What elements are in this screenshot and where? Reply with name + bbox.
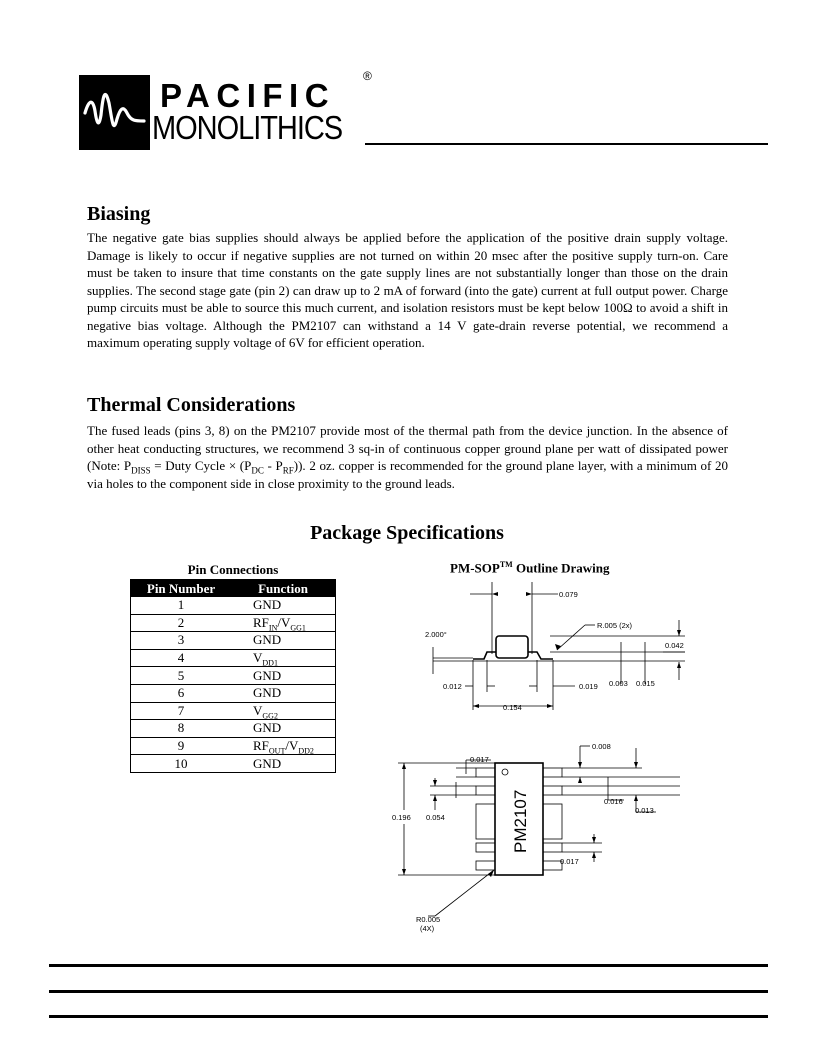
outline-caption-b: Outline Drawing (512, 560, 610, 576)
pin-function-mid: /V (285, 738, 299, 754)
left-fused-pin (476, 804, 495, 839)
pin-number-cell: 3 (131, 632, 232, 650)
function-header: Function (231, 580, 336, 598)
brand-name-line2: MONOLITHICS (152, 109, 343, 146)
dim-0008-label: 0.008 (592, 742, 611, 751)
pin-number-cell: 4 (131, 649, 232, 667)
pin-row (131, 667, 336, 685)
brand-name-line1: PACIFIC (160, 77, 336, 114)
outline-caption-a: PM-SOP (450, 560, 500, 576)
pin-row (131, 597, 336, 614)
biasing-heading: Biasing (87, 203, 151, 225)
thermal-text-c: - P (263, 458, 283, 473)
pin-number-cell: 8 (131, 720, 232, 738)
arrowhead (578, 762, 582, 768)
arrowhead (592, 852, 596, 858)
arrowhead (433, 780, 437, 786)
thermal-paragraph (87, 422, 728, 492)
wave-logo-icon (79, 75, 150, 150)
arrowhead (677, 630, 681, 636)
top-view-drawing (390, 738, 690, 938)
pin-row (131, 737, 336, 755)
arrowhead (473, 704, 479, 708)
pin-number-cell: 7 (131, 702, 232, 720)
pin-number-cell: 10 (131, 755, 232, 773)
pin-function-cell (231, 597, 336, 614)
pin-row (131, 649, 336, 667)
pin-function-fn: GND (253, 632, 282, 648)
package-body-side (496, 636, 528, 658)
pin-number-cell: 9 (131, 737, 232, 755)
pin-function-fn: GND (253, 720, 282, 736)
arrowhead (488, 870, 494, 877)
dim-0154-label: 0.154 (503, 703, 522, 712)
thermal-sub-diss: DISS (131, 465, 151, 476)
arrowhead (492, 592, 498, 596)
dim-0042-label: 0.042 (665, 641, 684, 650)
arrowhead (677, 662, 681, 668)
left-pin (476, 768, 495, 777)
arrowhead (526, 592, 532, 596)
pin-function-sub1: OUT (268, 746, 286, 756)
pin-table (130, 579, 336, 773)
pin-function-cell (231, 755, 336, 773)
registered-mark: ® (363, 69, 372, 83)
pin-number-cell: 2 (131, 614, 232, 632)
pin-function-cell (231, 614, 336, 632)
thermal-heading: Thermal Considerations (87, 394, 296, 416)
footer-rule (49, 1015, 768, 1018)
arrowhead (634, 795, 638, 801)
dim-0012-label: 0.012 (443, 682, 462, 691)
dim-0019-label: 0.019 (579, 682, 598, 691)
pin-table-body (131, 597, 336, 772)
pin-function-fn: GND (253, 685, 282, 701)
radius-leader (557, 625, 585, 650)
dim-0017-bottom-label: 0.017 (560, 857, 579, 866)
pin-function-sub2: DD2 (298, 746, 314, 756)
right-pin (543, 843, 562, 852)
pin-function-sub1: GG2 (262, 711, 278, 721)
radius-top-label: R0.005 (416, 915, 441, 924)
pin-function-cell (231, 632, 336, 650)
package-heading-text: Package Specifications (310, 522, 504, 544)
left-pin (476, 861, 495, 870)
pin-number-cell: 5 (131, 667, 232, 685)
package-heading (0, 522, 816, 545)
pin-function-fn: GND (253, 755, 282, 771)
left-pin (476, 786, 495, 795)
left-pin (476, 843, 495, 852)
pin-function-fn: RF (253, 738, 269, 754)
radius-count-label: (4X) (420, 924, 435, 933)
arrowhead (547, 704, 553, 708)
thermal-text-b: = Duty Cycle × (P (150, 458, 252, 473)
dim-0015-label: 0.015 (636, 679, 655, 688)
pin-table-header (131, 580, 336, 598)
pin-row (131, 702, 336, 720)
footer-rule (49, 990, 768, 993)
footer-rule (49, 964, 768, 967)
pin-number-cell: 1 (131, 597, 232, 614)
arrowhead (433, 795, 437, 801)
part-number-marking: PM2107 (511, 789, 530, 853)
pin-number-header: Pin Number (131, 580, 232, 598)
arrowhead (402, 763, 406, 769)
pin-function-cell (231, 684, 336, 702)
thermal-sub-rf: RF (282, 465, 294, 476)
dim-0013-label: 0.013 (635, 806, 654, 815)
pin-function-cell (231, 649, 336, 667)
pin-table-caption: Pin Connections (187, 562, 279, 577)
radius-leader (435, 870, 494, 916)
pin-function-fn: GND (253, 667, 282, 683)
thermal-sub-dc: DC (251, 465, 264, 476)
right-pin (543, 786, 562, 795)
thermal-text-d: )). 2 oz. copper is recommended for the ground plane layer, with a minimum of 20 via holes to the component side in close proximity to the ground leads. (87, 458, 729, 491)
radius-label: R.005 (2x) (597, 621, 633, 630)
pin-function-cell (231, 737, 336, 755)
arrowhead (578, 777, 582, 783)
angle-label: 2.000° (425, 630, 447, 639)
dim-0017-top-label: 0.017 (470, 755, 489, 764)
pin-row (131, 614, 336, 632)
outline-drawing-caption (450, 560, 610, 576)
pin-function-cell (231, 702, 336, 720)
dim-0016-label: 0.016 (604, 797, 623, 806)
pin-function-fn: V (253, 702, 263, 718)
pin-row (131, 720, 336, 738)
pin-number-cell: 6 (131, 684, 232, 702)
pin-row (131, 755, 336, 773)
pin-function-fn: V (253, 650, 263, 666)
left-lead (473, 652, 496, 659)
pin-row (131, 684, 336, 702)
arrowhead (592, 837, 596, 843)
company-logo (79, 75, 150, 150)
pin-function-sub1: IN (268, 623, 278, 633)
arrowhead (402, 869, 406, 875)
outline-caption-tm: TM (499, 560, 513, 569)
dim-0079-label: 0.079 (559, 590, 578, 599)
arrowhead (634, 762, 638, 768)
dim-0003-label: 0.003 (609, 679, 628, 688)
header-rule (365, 143, 768, 145)
right-fused-pin (543, 804, 562, 839)
pin-function-fn: GND (253, 597, 282, 613)
pin-function-sub1: DD1 (262, 658, 278, 668)
thermal-text-a: The fused leads (pins 3, 8) on the PM2107 provide most of the thermal path from the device junction. In the absence of other heat conducting structures, we recommend 3 sq-in of continuous copper ground plane per watt of dissipated power (Note: P (87, 423, 728, 473)
pin-function-fn: RF (253, 614, 269, 630)
pin-function-sub2: GG1 (290, 623, 306, 633)
biasing-paragraph: The negative gate bias supplies should always be applied before the application of the positive drain supply voltage. Damage is likely to occur if negative supplies are not turned on within 20 msec after the positive supply turn-on. Care must be taken to insure that time constants on the gate supply lines are not substantially longer than those on the drain supplies. The second stage gate (pin 2) can draw up to 2 mA of forward (into the gate) current at full output power. Charge pump circuits must be able to source this much current, and isolation resistors must be kept below 100Ω to avoid a shift in negative bias voltage. Although the PM2107 can withstand a 14 V gate-drain reverse potential, we recommend a maximum operating supply voltage of 6V for efficient operation. (87, 230, 728, 350)
right-pin (543, 768, 562, 777)
pin-row (131, 632, 336, 650)
pin-function-cell (231, 720, 336, 738)
dim-0196-label: 0.196 (392, 813, 411, 822)
side-view-drawing (395, 582, 700, 722)
pin-function-mid: /V (277, 614, 291, 630)
pin-function-cell (231, 667, 336, 685)
dim-0054-label: 0.054 (426, 813, 445, 822)
pin1-marker (502, 769, 508, 775)
